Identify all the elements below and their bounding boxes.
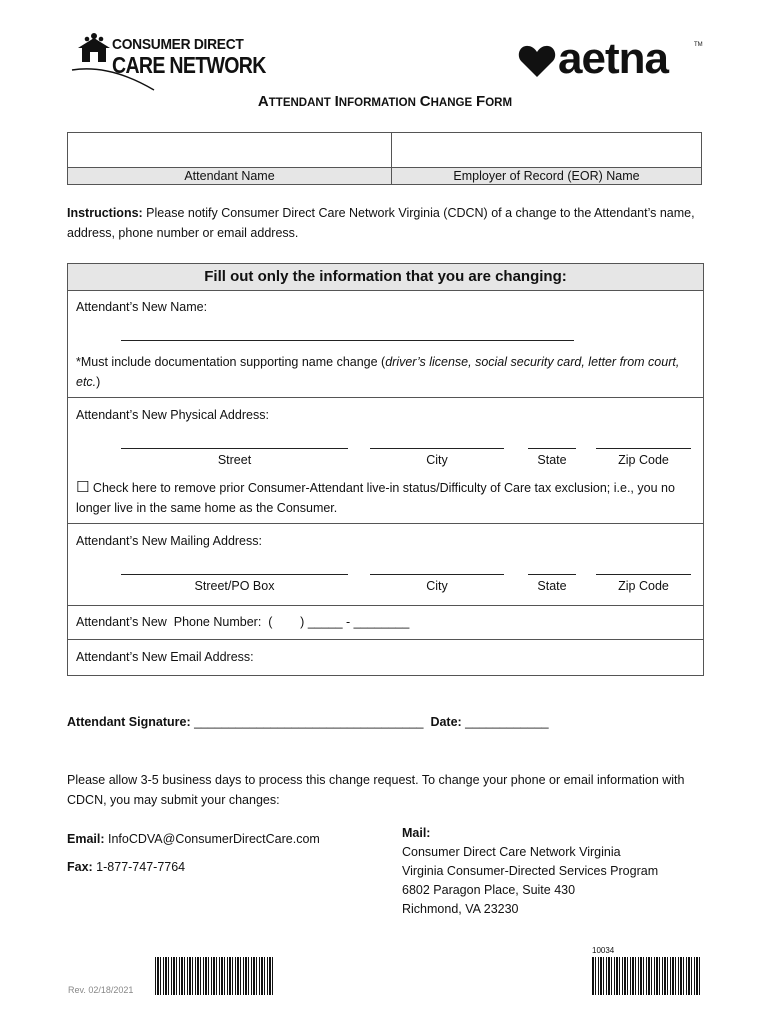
- email-contact: Email: InfoCDVA@ConsumerDirectCare.com: [67, 832, 320, 846]
- trademark-mark: TM: [694, 42, 703, 48]
- eor-name-field[interactable]: [392, 133, 702, 168]
- physical-address-section: [67, 398, 704, 524]
- name-change-note: *Must include documentation supporting name change (driver’s license, social security card, letter from court, etc.): [76, 355, 680, 389]
- mail-contact: Mail: Consumer Direct Care Network Virginia Virginia Consumer-Directed Services Program 6802 Paragon Place, Suite 430 Richmond, VA 23230: [402, 826, 659, 916]
- phone-section: [67, 606, 704, 640]
- new-name-label: Attendant’s New Name:: [76, 300, 208, 314]
- attendant-name-field[interactable]: [68, 133, 392, 168]
- name-table: [67, 132, 702, 185]
- email-link[interactable]: InfoCDVA@ConsumerDirectCare.com: [104, 832, 320, 846]
- eor-name-label: Employer of Record (EOR) Name: [392, 168, 702, 185]
- mail-state-caption: State: [537, 579, 567, 593]
- new-name-section: [67, 290, 704, 398]
- state-line[interactable]: [528, 448, 576, 449]
- logo-line-2: CARE NETWORK: [112, 52, 266, 78]
- street-line[interactable]: [121, 448, 348, 449]
- mail-city-line[interactable]: [370, 574, 504, 575]
- changes-header: Fill out only the information that you are changing:: [67, 263, 704, 291]
- mail-state-line[interactable]: [528, 574, 576, 575]
- aetna-logo: [518, 34, 708, 84]
- physical-address-label: Attendant’s New Physical Address:: [76, 408, 269, 422]
- email-address-field[interactable]: Attendant’s New Email Address:: [76, 650, 254, 664]
- live-in-checkbox[interactable]: ☐: [76, 479, 90, 496]
- date-label: Date:: [426, 715, 462, 729]
- phone-number-field[interactable]: Attendant’s New Phone Number: ( ) _____ - ________: [76, 615, 410, 629]
- aetna-wordmark: aetna: [558, 34, 668, 83]
- street-caption: Street: [217, 453, 252, 467]
- zip-line[interactable]: [596, 448, 691, 449]
- mail-street-line[interactable]: [121, 574, 348, 575]
- heart-icon: [518, 44, 556, 78]
- signature-row: [67, 715, 549, 729]
- attendant-name-label: Attendant Name: [68, 168, 392, 185]
- live-in-checkbox-row: ☐ Check here to remove prior Consumer-Attendant live-in status/Difficulty of Care tax exclusion; i.e., you no longer live in the same home as the Consumer.: [76, 479, 675, 515]
- barcode-left: [155, 957, 273, 995]
- signature-label: Attendant Signature:: [67, 715, 191, 729]
- mail-zip-line[interactable]: [596, 574, 691, 575]
- revision-date: Rev. 02/18/2021: [68, 985, 134, 995]
- city-line[interactable]: [370, 448, 504, 449]
- date-line[interactable]: ____________: [461, 715, 549, 729]
- city-caption: City: [426, 453, 448, 467]
- instructions: Instructions: Please notify Consumer Direct Care Network Virginia (CDCN) of a change to the Attendant’s name, address, phone number or email address.: [67, 206, 695, 240]
- state-caption: State: [537, 453, 567, 467]
- new-name-line[interactable]: [121, 340, 574, 341]
- mailing-address-section: [67, 524, 704, 606]
- zip-caption: Zip Code: [618, 453, 669, 467]
- fax-contact: Fax: 1-877-747-7764: [67, 860, 186, 874]
- street-po-caption: Street/PO Box: [194, 579, 275, 593]
- email-section: [67, 640, 704, 676]
- mail-zip-caption: Zip Code: [618, 579, 669, 593]
- processing-note: Please allow 3-5 business days to process this change request. To change your phone or email information with CDCN, you may submit your changes:: [67, 773, 685, 807]
- form-number: 10034: [592, 946, 615, 955]
- form-title: ATTENDANT INFORMATION CHANGE FORM: [257, 93, 513, 110]
- mail-city-caption: City: [426, 579, 448, 593]
- logo-line-1: CONSUMER DIRECT: [112, 36, 244, 53]
- signature-line[interactable]: _________________________________: [190, 715, 427, 729]
- barcode-right: [592, 957, 702, 995]
- mailing-address-label: Attendant’s New Mailing Address:: [76, 534, 262, 548]
- consumer-direct-logo: [70, 30, 266, 92]
